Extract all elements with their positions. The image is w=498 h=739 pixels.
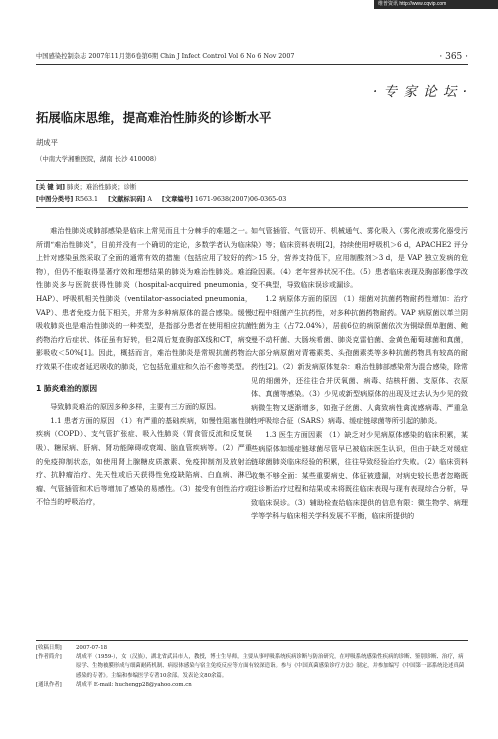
doc-code-label: [文献标识码] [108,196,146,203]
article-metadata [36,180,468,208]
author-bio-label: [作者简介] [36,654,62,661]
patient-factors-paragraph: 1.1 患者方面的原因 （1）有严重的基础疾病，如慢性阻塞性肺疾病（COPD）、支气管扩张症、吸入性肺炎（胃食管反流和反复误吸）、糖尿病、肝病、肾功能障碍或衰竭、脑血管疾病等。（2）严重的免疫抑制状态，如使用肾上腺糖皮质激素、免疫抑制剂及放射治疗、抗肿瘤治疗、先天性或后天获得性免疫缺陷病、白血病、淋巴瘤、气管插管和术后等增加了感染的易感性。（3）接受有创性治疗或不恰当的呼吸治疗， [36,415,252,507]
received-label: [收稿日期] [36,645,62,651]
keywords-row [36,182,468,194]
intro-paragraph: 难治性肺炎或肺部感染是临床上常见而且十分棘手的难题之一。所谓“难治性肺炎”，目前并没有一个确切的定论，多数学者认为临床上针对感染虽然采取了全面的通常有效的措施（包括应用了较好的药物），但仍不能取得显著疗效和理想结果的肺炎为难治性肺炎。难治性肺炎多与医院获得性肺炎（hospital-acquired pneumonia，HAP）、呼吸机相关性肺炎（ventilator-associated pneumonia，VAP）、患者免疫力低下相关，并常为多种病原体的混合感染。缓慢吸收肺炎也是难治性肺炎的一种类型，是指部分患者在使用相应抗菌药物治疗后症状、体征虽有好转，但2周后复查胸部X线和CT，病变影吸收＜50%[1]。因此，概括而言，难治性肺炎是常规抗菌药物治疗效果不佳或者延迟吸收的肺炎，它包括危重症和久治不愈等类型。 [36,226,252,371]
journal-citation: 中国感染控制杂志 2007年11月第6卷第6期 Chin J Infect Control Vol 6 No 6 Nov 2007 [36,53,295,60]
article-title: 拓展临床思维，提高难治性肺炎的诊断水平 [36,110,272,125]
clc-value: R563.1 [75,196,99,203]
footnote [36,640,468,690]
keywords-label: [关 键 词] [36,184,66,191]
left-column [36,224,252,509]
running-header [36,50,468,65]
corresponding-row [36,681,468,690]
right-column [251,224,468,523]
physician-factors-paragraph: 1.3 医生方面因素 （1）缺乏对少见病原体感染的临床积累，某些病原体如缓症链球菌尽管早已被临床医生认识，但由于缺乏对缓症链球菌肺炎临床经验的积累，往往导致经验治疗失败。（2）临床资料收集不够全面：某些重要病史、体征被遗漏，对病史较长患者忽略既往诊断治疗过程和结果或未将既往临床表现与现有表现综合分析，导致临床误诊。（3）辅助检查给临床提供的信息有限：微生物学、病理学等学科与临床相关学科发展不平衡，临床所提供的 [251,429,468,521]
keywords: 肺炎；难治性肺炎；诊断 [67,184,137,191]
watermark: 维普资讯 http://www.cqvip.com [374,0,498,9]
received-row [36,644,468,653]
article-id-value: 1671-9638(2007)06-0365-03 [194,196,287,203]
section-heading: 1 肺炎难治的原因 [36,383,98,393]
author: 胡成平 [36,138,58,147]
author-bio: 胡成平（1959-），女（汉族），湖北省武昌市人，教授，博士生导师，主要从事呼吸系统疾病诊断与防治研究，在呼吸系统感染性疾病的诊断、鉴别诊断、治疗，病原学、生物被膜形成与细菌耐药机制、病原体感染与宿主免疫反应等方面有较深造诣。参与《中国真菌感染诊疗方法》制定，并参加编写《中国第一部系统论述真菌感染的专著》。主编和参编医学专著10余部。发表论文80余篇。 [76,654,465,679]
clc-label: [中图分类号] [36,196,74,203]
pathogen-factors-paragraph: 1.2 病原体方面的原因 （1）细菌对抗菌药物耐药性增加：治疗过程中细菌产生抗药性，对多种抗菌药物耐药。VAP 病原菌以革兰阴性菌为主（占72.04%），居前6位的病原菌依次为铜绿假单胞菌、鲍曼不动杆菌、大肠埃希菌、肺炎克雷伯菌、金黄色葡萄球菌和真菌，大部分病原菌对青霉素类、头孢菌素类等多种抗菌药物具有较高的耐药性[2]。（2）新发病原体复杂：难治性肺部感染常为混合感染，除常见的细菌外，还往往合并厌氧菌、病毒、结核杆菌、支原体、衣原体、真菌等感染。（3）少见或新型病原体的出现及过去认为少见的致病微生物又逐渐增多，如孢子丝菌、人禽致病性禽流感病毒、严重急性呼吸综合征（SARS）病毒、缓症链球菌等所引起的肺炎。 [251,293,468,426]
corresponding-label: [通讯作者] [36,681,62,688]
corresponding-author: 胡成平 E-mail: huchengp28@yahoo.com.cn [76,681,192,688]
article-id-label: [文章编号] [161,196,193,203]
doc-code-value: A [147,196,152,203]
affiliation: （中南大学湘雅医院，湖南 长沙 410008） [36,155,161,163]
continued-paragraph: 如气管插管、气管切开、机械通气、雾化吸入（雾化液或雾化器受污染）等；临床资料表明[2]，持续使用呼吸机＞6 d，APACHE2 评分＞15 分，营养支持低下，应用制酸剂＞3 d，是 VAP 独立发病的危险因素。（4）老年营养状况不佳。（5）患者临床表现及胸部影像学改变不典型，导致临床误诊或漏诊。 [251,226,468,290]
column-label: · 专 家 论 坛 · [372,84,468,100]
section-intro: 导致肺炎难治的原因多种多样，主要有三方面的原因。 [50,402,221,412]
classification-row [36,194,468,206]
page-number: · 365 · [439,52,468,62]
received-date: 2007-07-18 [76,645,108,651]
author-bio-row [36,653,468,681]
